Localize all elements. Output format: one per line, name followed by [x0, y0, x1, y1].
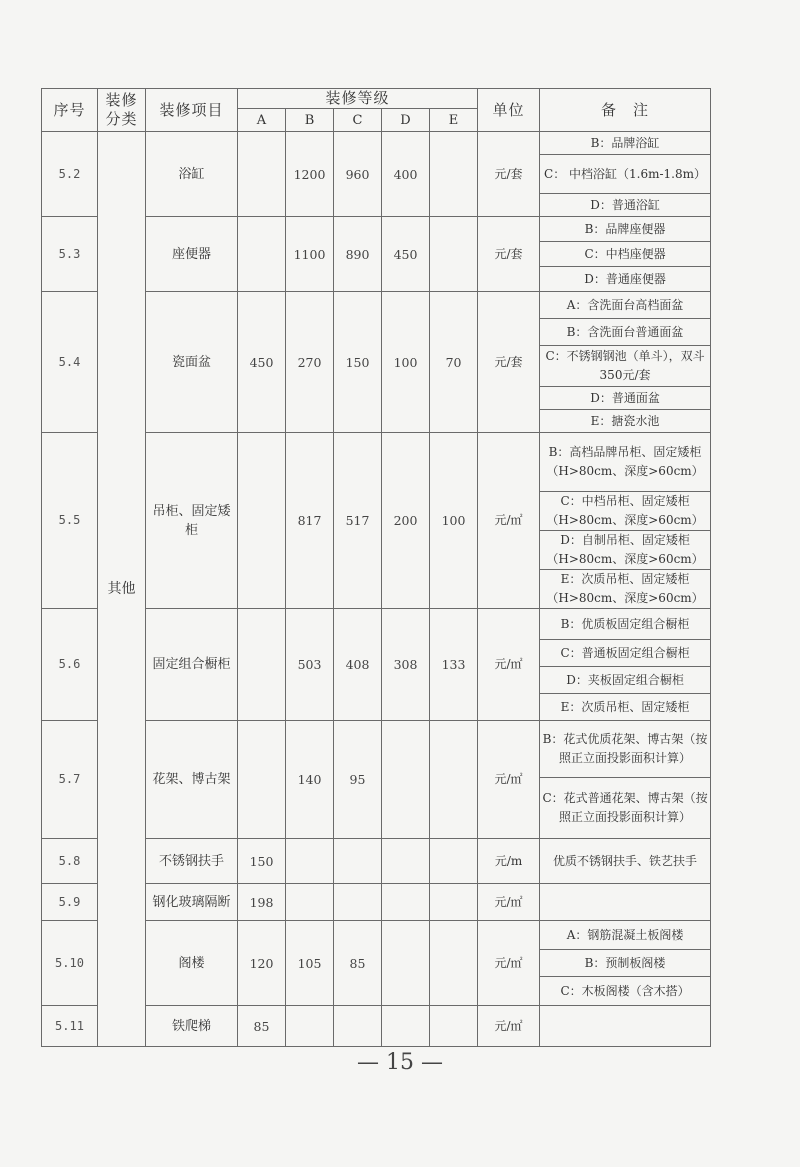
header-item: 装修项目: [146, 89, 238, 132]
price-b-cell: 270: [286, 292, 334, 433]
note-cell: D：夹板固定组合橱柜: [540, 667, 711, 694]
seq-cell: 5.7: [42, 721, 98, 839]
seq-cell: 5.6: [42, 609, 98, 721]
price-d-cell: 100: [382, 292, 430, 433]
price-e-cell: [430, 132, 478, 217]
item-cell: 浴缸: [146, 132, 238, 217]
note-cell: B：含洗面台普通面盆: [540, 319, 711, 346]
item-cell: 铁爬梯: [146, 1006, 238, 1047]
item-cell: 花架、博古架: [146, 721, 238, 839]
note-cell: C：不锈钢钢池（单斗），双斗350元/套: [540, 346, 711, 387]
price-a-cell: [238, 609, 286, 721]
price-c-cell: [334, 839, 382, 884]
note-cell: B：预制板阁楼: [540, 950, 711, 977]
grade-d: D: [382, 109, 430, 132]
note-cell: C：木板阁楼（含木搭）: [540, 977, 711, 1006]
grade-c: C: [334, 109, 382, 132]
note-cell: B：高档品牌吊柜、固定矮柜（H>80cm、深度>60cm）: [540, 433, 711, 492]
note-cell: E：搪瓷水池: [540, 410, 711, 433]
unit-cell: 元/㎡: [478, 1006, 540, 1047]
note-cell: E：次质吊柜、固定矮柜: [540, 694, 711, 721]
note-cell: D：普通浴缸: [540, 194, 711, 217]
seq-cell: 5.8: [42, 839, 98, 884]
price-d-cell: 200: [382, 433, 430, 609]
price-e-cell: 100: [430, 433, 478, 609]
table-row: [42, 132, 711, 155]
price-c-cell: 85: [334, 921, 382, 1006]
price-b-cell: [286, 884, 334, 921]
price-e-cell: 133: [430, 609, 478, 721]
note-cell: D：普通座便器: [540, 267, 711, 292]
price-e-cell: 70: [430, 292, 478, 433]
note-cell: C：中档吊柜、固定矮柜（H>80cm、深度>60cm）: [540, 492, 711, 531]
unit-cell: 元/㎡: [478, 433, 540, 609]
price-c-cell: 408: [334, 609, 382, 721]
price-c-cell: 150: [334, 292, 382, 433]
price-b-cell: 1100: [286, 217, 334, 292]
note-cell: B：品牌座便器: [540, 217, 711, 242]
note-cell: C：中档座便器: [540, 242, 711, 267]
price-a-cell: 150: [238, 839, 286, 884]
unit-cell: 元/㎡: [478, 921, 540, 1006]
item-cell: 阁楼: [146, 921, 238, 1006]
item-cell: 固定组合橱柜: [146, 609, 238, 721]
note-cell: C：普通板固定组合橱柜: [540, 640, 711, 667]
seq-cell: 5.10: [42, 921, 98, 1006]
grade-a: A: [238, 109, 286, 132]
unit-cell: 元/㎡: [478, 721, 540, 839]
item-cell: 吊柜、固定矮柜: [146, 433, 238, 609]
note-cell: [540, 1006, 711, 1047]
item-cell: 瓷面盆: [146, 292, 238, 433]
page-number: — 15 —: [357, 1050, 443, 1075]
unit-cell: 元/㎡: [478, 884, 540, 921]
note-cell: C： 中档浴缸（1.6m-1.8m）: [540, 155, 711, 194]
item-cell: 不锈钢扶手: [146, 839, 238, 884]
price-e-cell: [430, 217, 478, 292]
seq-cell: 5.11: [42, 1006, 98, 1047]
unit-cell: 元/m: [478, 839, 540, 884]
note-cell: A：含洗面台高档面盆: [540, 292, 711, 319]
unit-cell: 元/套: [478, 292, 540, 433]
price-a-cell: [238, 433, 286, 609]
price-d-cell: [382, 921, 430, 1006]
price-a-cell: 198: [238, 884, 286, 921]
price-d-cell: [382, 1006, 430, 1047]
header-unit: 单位: [478, 89, 540, 132]
price-a-cell: [238, 721, 286, 839]
seq-cell: 5.9: [42, 884, 98, 921]
unit-cell: 元/套: [478, 132, 540, 217]
note-cell: B：花式优质花架、博古架（按照正立面投影面积计算）: [540, 721, 711, 778]
price-c-cell: 890: [334, 217, 382, 292]
price-d-cell: [382, 721, 430, 839]
price-e-cell: [430, 884, 478, 921]
header-grade: 装修等级: [238, 89, 478, 109]
price-d-cell: [382, 839, 430, 884]
item-cell: 钢化玻璃隔断: [146, 884, 238, 921]
seq-cell: 5.3: [42, 217, 98, 292]
price-c-cell: 517: [334, 433, 382, 609]
note-cell: E：次质吊柜、固定矮柜（H>80cm、深度>60cm）: [540, 570, 711, 609]
price-b-cell: [286, 1006, 334, 1047]
price-a-cell: 450: [238, 292, 286, 433]
header-seq: 序号: [42, 89, 98, 132]
price-d-cell: [382, 884, 430, 921]
seq-cell: 5.2: [42, 132, 98, 217]
price-a-cell: [238, 217, 286, 292]
price-a-cell: 120: [238, 921, 286, 1006]
note-cell: D：自制吊柜、固定矮柜（H>80cm、深度>60cm）: [540, 531, 711, 570]
price-b-cell: 817: [286, 433, 334, 609]
price-c-cell: 960: [334, 132, 382, 217]
grade-e: E: [430, 109, 478, 132]
header-row: [42, 89, 711, 109]
price-d-cell: 400: [382, 132, 430, 217]
price-e-cell: [430, 921, 478, 1006]
note-cell: 优质不锈钢扶手、铁艺扶手: [540, 839, 711, 884]
price-e-cell: [430, 1006, 478, 1047]
grade-b: B: [286, 109, 334, 132]
note-cell: A：钢筋混凝土板阁楼: [540, 921, 711, 950]
price-a-cell: 85: [238, 1006, 286, 1047]
note-cell: B：品牌浴缸: [540, 132, 711, 155]
price-e-cell: [430, 839, 478, 884]
price-a-cell: [238, 132, 286, 217]
unit-cell: 元/㎡: [478, 609, 540, 721]
decoration-price-table: [41, 88, 711, 1047]
price-d-cell: 308: [382, 609, 430, 721]
header-category: 装修分类: [98, 89, 146, 132]
price-c-cell: 95: [334, 721, 382, 839]
price-c-cell: [334, 1006, 382, 1047]
price-b-cell: 105: [286, 921, 334, 1006]
price-b-cell: 503: [286, 609, 334, 721]
category-cell: 其他: [98, 132, 146, 1047]
note-cell: [540, 884, 711, 921]
seq-cell: 5.5: [42, 433, 98, 609]
price-b-cell: [286, 839, 334, 884]
seq-cell: 5.4: [42, 292, 98, 433]
unit-cell: 元/套: [478, 217, 540, 292]
price-d-cell: 450: [382, 217, 430, 292]
note-cell: B：优质板固定组合橱柜: [540, 609, 711, 640]
price-b-cell: 1200: [286, 132, 334, 217]
note-cell: D：普通面盆: [540, 387, 711, 410]
item-cell: 座便器: [146, 217, 238, 292]
table-body: [42, 132, 711, 1047]
price-e-cell: [430, 721, 478, 839]
note-cell: C：花式普通花架、博古架（按照正立面投影面积计算）: [540, 778, 711, 839]
price-c-cell: [334, 884, 382, 921]
header-note: 备 注: [540, 89, 711, 132]
price-b-cell: 140: [286, 721, 334, 839]
